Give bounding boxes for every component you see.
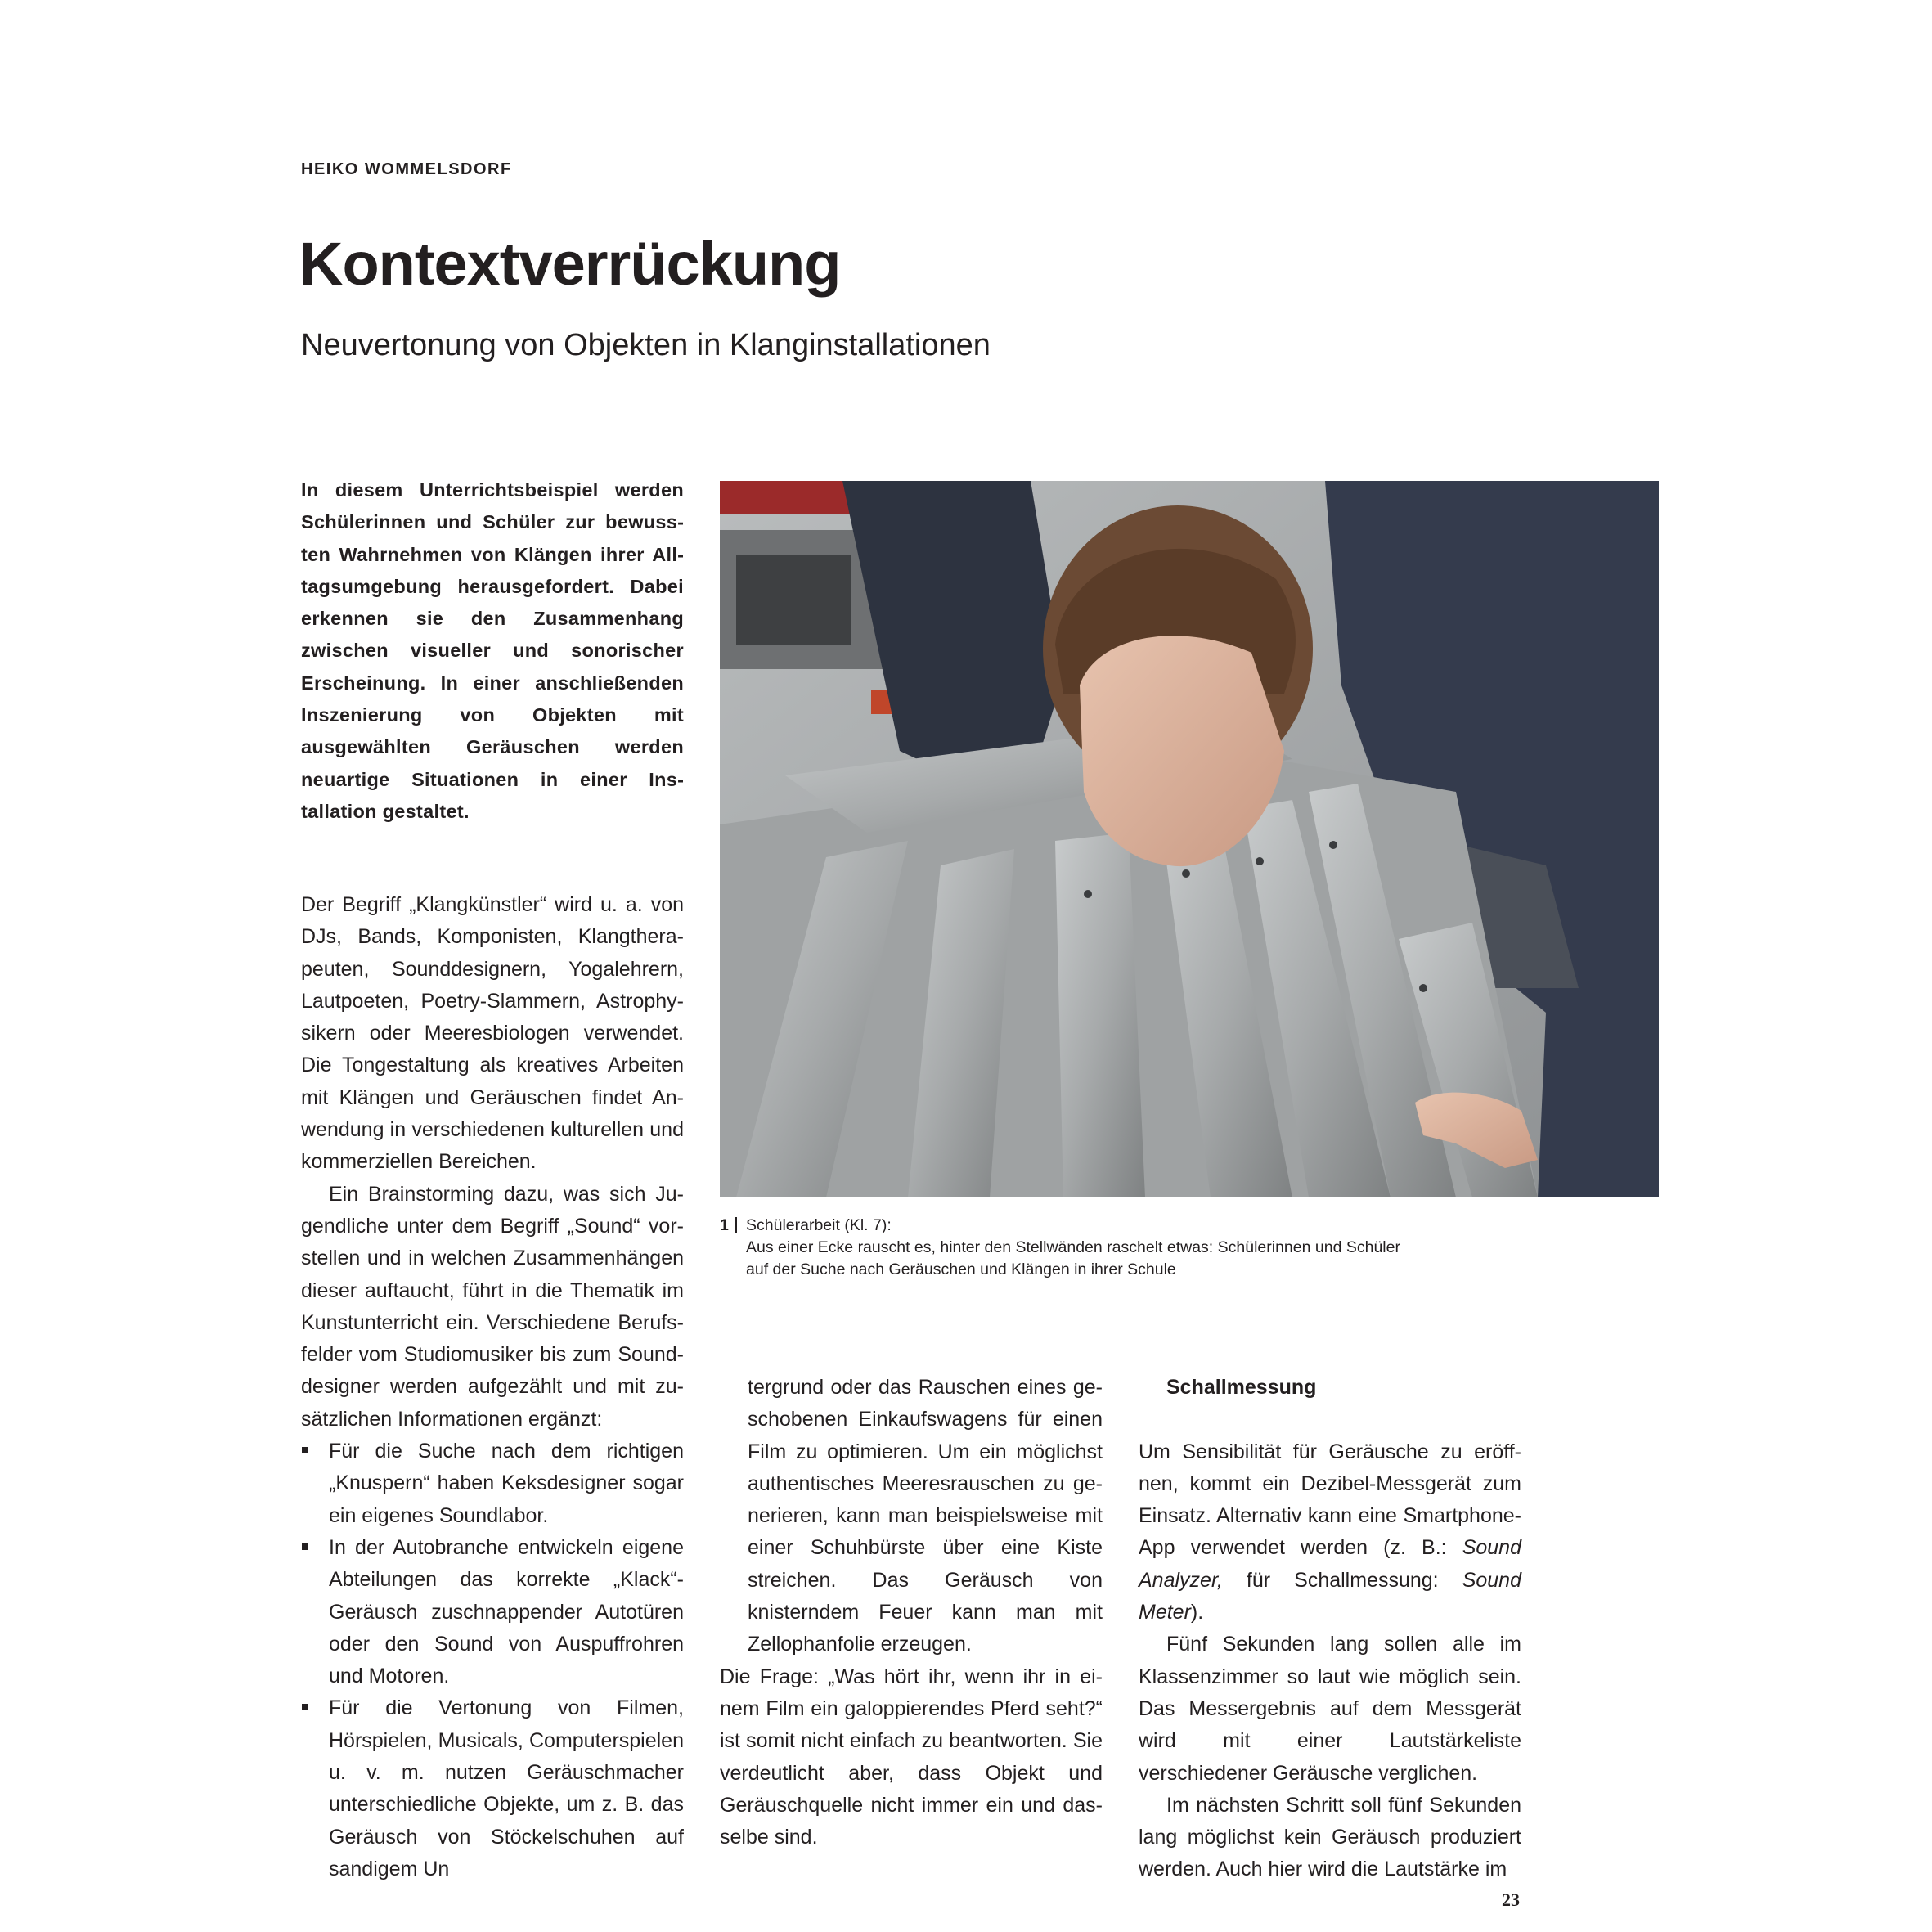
list-item: [301, 1532, 684, 1692]
caption-line: Schülerarbeit (Kl. 7):: [746, 1216, 892, 1234]
text-column-1: [301, 889, 684, 1885]
figure-number: 1: [720, 1216, 729, 1234]
list-item-continuation: tergrund oder das Rauschen eines geschobenen Einkaufswagens für einen Film zu optimieren. Um ein möglichst authentisches Meeresrauschen zu generieren, kann man beispielsweise mit einer Schuhbürste über eine Kiste streichen. Das Geräusch von knisterndem Feuer kann man mit Zellophanfolie erzeugen.: [748, 1376, 1103, 1656]
bullet-marker-icon: [302, 1543, 308, 1550]
intro-paragraph: In diesem Unterrichtsbeispiel werden Schülerinnen und Schüler zur bewussten Wahrnehmen von Klängen ihrer Alltagsumgebung herausgefordert. Dabei erkennen sie den Zusammenhang zwischen visueller und sonorischer Erscheinung. In einer anschließenden Inszenierung von Objekten mit ausgewählten Geräuschen werden neuartige Situationen in einer Installation gestaltet.: [301, 479, 684, 822]
list-item-text: In der Autobranche entwickeln eigene Abteilungen das korrekte „Klack“-Geräusch zuschnappender Autotüren oder den Sound von Auspuffrohren und Motoren.: [329, 1535, 684, 1688]
caption-line: Aus einer Ecke rauscht es, hinter den Stellwänden raschelt etwas: Schülerinnen und Schüler: [746, 1238, 1400, 1256]
bullet-list: [301, 1436, 684, 1885]
paragraph: [1139, 1436, 1521, 1629]
paragraph: Fünf Sekunden lang sollen alle im Klassenzimmer so laut wie möglich sein. Das Messergebnis auf dem Messgerät wird mit einer Lautstärkeliste verschiedener Geräusche verglichen.: [1139, 1633, 1521, 1785]
article-title: Kontextverrückung: [299, 230, 841, 298]
text-column-3: [1139, 1372, 1521, 1886]
page-number: 23: [1502, 1889, 1520, 1910]
bullet-marker-icon: [302, 1447, 308, 1453]
text-column-2: [720, 1372, 1103, 1853]
paragraph: Der Begriff „Klangkünstler“ wird u. a. von DJs, Bands, Komponisten, Klangtherapeuten, Sounddesignern, Yogalehrern, Lautpoeten, Poetry-Slammern, Astrophysikern oder Meeresbiologen verwendet. Die Tongestaltung als kreatives Arbeiten mit Klängen und Geräuschen findet Anwendung in verschiedenen kulturellen und kommerziellen Bereichen.: [301, 893, 684, 1174]
bullet-marker-icon: [302, 1704, 308, 1710]
caption-separator: [735, 1217, 737, 1233]
list-item-text: Für die Vertonung von Filmen, Hörspielen, Musicals, Computerspielen u. v. m. nutzen Geräuschmacher unterschiedliche Objekte, um z. B. das Geräusch von Stöckelschuhen auf sandigem Un: [329, 1696, 684, 1880]
paragraph-text: Um Sensibilität für Geräusche zu eröffnen, kommt ein Dezibel-Messgerät zum Einsatz. Alternativ kann eine Smartphone-App verwendet werden (z. B.:: [1139, 1440, 1521, 1560]
author-name: HEIKO WOMMELSDORF: [301, 160, 512, 178]
paragraph-text: für Schallmessung:: [1222, 1568, 1462, 1592]
caption-line: auf der Suche nach Geräuschen und Klängen in ihrer Schule: [746, 1260, 1176, 1278]
list-item: [301, 1692, 684, 1885]
photo-boy-inspecting-metal-frame: [720, 481, 1659, 1197]
figure-caption: [720, 1215, 1652, 1281]
paragraph-text: ).: [1190, 1601, 1204, 1624]
paragraph: Die Frage: „Was hört ihr, wenn ihr in einem Film ein galoppierendes Pferd seht?“ ist somit nicht einfach zu beantworten. Sie verdeutlicht aber, dass Objekt und Geräuschquelle nicht immer ein und dasselbe sind.: [720, 1665, 1103, 1849]
paragraph: Im nächsten Schritt soll fünf Sekunden lang möglichst kein Geräusch produziert werden. Auch hier wird die Lautstärke im: [1139, 1793, 1521, 1881]
list-item-text: Für die Suche nach dem richtigen „Knuspern“ haben Keksdesigner sogar ein eigenes Soundlabor.: [329, 1440, 684, 1527]
paragraph: Ein Brainstorming dazu, was sich Jugendliche unter dem Begriff „Sound“ vorstellen und in welchen Zusammenhängen dieser auftaucht, führt in die Thematik im Kunstunterricht ein. Verschiedene Berufsfelder vom Studiomusiker bis zum Sounddesigner werden aufgezählt und mit zusätzlichen Informationen ergänzt:: [301, 1182, 684, 1431]
list-item: [301, 1436, 684, 1532]
app-name: Sound Analyzer,: [1139, 1536, 1521, 1592]
figure-photo: [720, 481, 1659, 1197]
section-heading: Schallmessung: [1166, 1376, 1317, 1399]
app-name: Sound Meter: [1139, 1568, 1521, 1624]
article-subtitle: Neuvertonung von Objekten in Klanginstallationen: [301, 328, 991, 362]
